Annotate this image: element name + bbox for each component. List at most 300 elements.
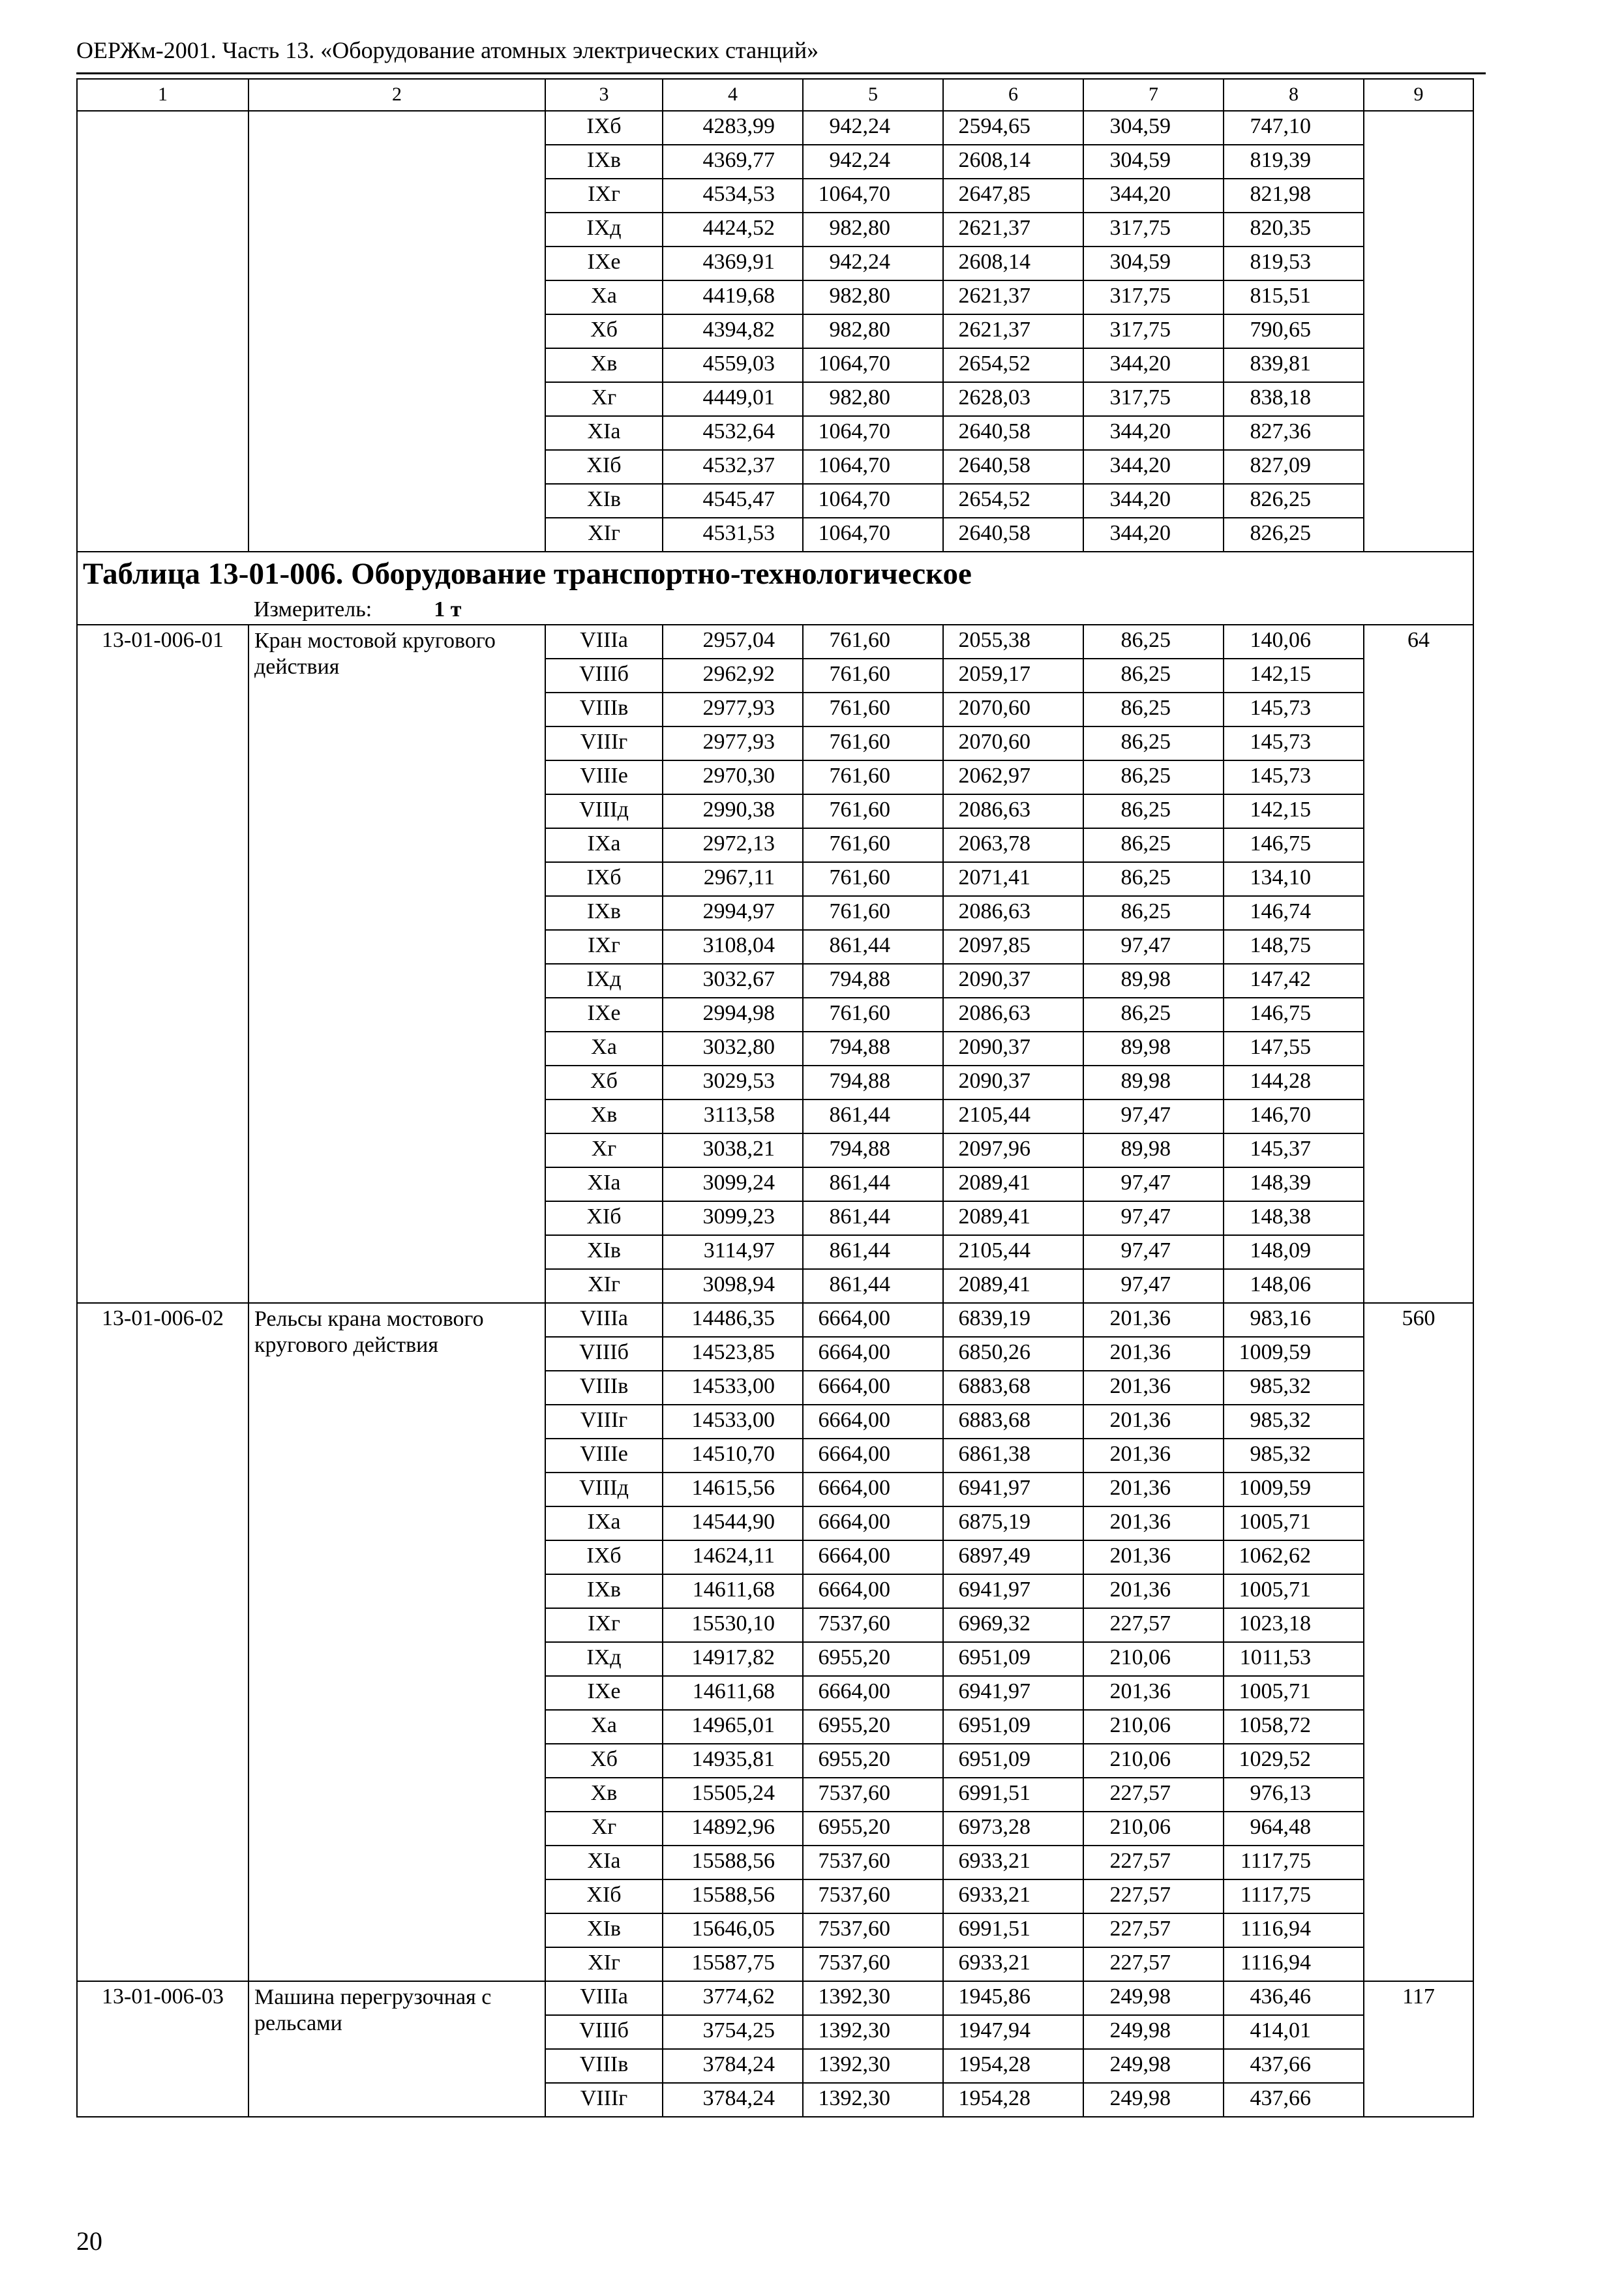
zone-cell: Xв <box>545 1778 663 1812</box>
running-header: ОЕРЖм-2001. Часть 13. «Оборудование атомных электрических станций» <box>76 37 819 63</box>
total-cost-cell: 15587,75 <box>663 1947 803 1981</box>
item-code: 13-01-006-01 <box>77 625 248 1303</box>
zone-cell: VIIIг <box>545 2083 663 2117</box>
machine-cost-cell: 2055,38 <box>943 625 1083 659</box>
labor-cost-cell: 6664,00 <box>803 1405 943 1439</box>
operator-pay-cell: 201,36 <box>1083 1676 1224 1710</box>
operator-pay-cell: 249,98 <box>1083 2049 1224 2083</box>
labor-cost-cell: 761,60 <box>803 625 943 659</box>
total-cost-cell: 14615,56 <box>663 1473 803 1506</box>
operator-pay-cell: 89,98 <box>1083 1032 1224 1066</box>
operator-pay-cell: 97,47 <box>1083 1235 1224 1269</box>
materials-cost-cell: 148,38 <box>1224 1201 1364 1235</box>
table-row <box>77 1303 1473 1337</box>
total-cost-cell: 3114,97 <box>663 1235 803 1269</box>
operator-pay-cell: 201,36 <box>1083 1337 1224 1371</box>
machine-cost-cell: 6933,21 <box>943 1846 1083 1879</box>
materials-cost-cell: 964,48 <box>1224 1812 1364 1846</box>
labor-cost-cell: 761,60 <box>803 862 943 896</box>
labor-cost-cell: 7537,60 <box>803 1913 943 1947</box>
item-mass: 560 <box>1364 1303 1473 1981</box>
materials-cost-cell: 147,42 <box>1224 964 1364 998</box>
total-cost-cell: 2994,98 <box>663 998 803 1032</box>
materials-cost-cell: 1116,94 <box>1224 1947 1364 1981</box>
labor-cost-cell: 761,60 <box>803 998 943 1032</box>
labor-cost-cell: 6955,20 <box>803 1812 943 1846</box>
total-cost-cell: 3784,24 <box>663 2049 803 2083</box>
operator-pay-cell: 89,98 <box>1083 1066 1224 1100</box>
labor-cost-cell: 861,44 <box>803 1167 943 1201</box>
zone-cell: Xб <box>545 314 663 348</box>
machine-cost-cell: 2089,41 <box>943 1269 1083 1303</box>
labor-cost-cell: 794,88 <box>803 1133 943 1167</box>
operator-pay-cell: 249,98 <box>1083 2015 1224 2049</box>
zone-cell: Xв <box>545 348 663 382</box>
zone-cell: VIIIг <box>545 726 663 760</box>
zone-cell: IXб <box>545 111 663 145</box>
total-cost-cell: 14533,00 <box>663 1405 803 1439</box>
total-cost-cell: 15505,24 <box>663 1778 803 1812</box>
operator-pay-cell: 86,25 <box>1083 625 1224 659</box>
labor-cost-cell: 861,44 <box>803 930 943 964</box>
labor-cost-cell: 761,60 <box>803 896 943 930</box>
zone-cell: IXе <box>545 998 663 1032</box>
total-cost-cell: 4419,68 <box>663 280 803 314</box>
machine-cost-cell: 2070,60 <box>943 726 1083 760</box>
machine-cost-cell: 6933,21 <box>943 1879 1083 1913</box>
materials-cost-cell: 437,66 <box>1224 2049 1364 2083</box>
column-number-cell: 6 <box>943 79 1083 111</box>
operator-pay-cell: 89,98 <box>1083 964 1224 998</box>
materials-cost-cell: 1009,59 <box>1224 1337 1364 1371</box>
operator-pay-cell: 201,36 <box>1083 1303 1224 1337</box>
materials-cost-cell: 826,25 <box>1224 518 1364 552</box>
page-number: 20 <box>76 2226 102 2256</box>
total-cost-cell: 2967,11 <box>663 862 803 896</box>
labor-cost-cell: 794,88 <box>803 964 943 998</box>
operator-pay-cell: 304,59 <box>1083 145 1224 179</box>
operator-pay-cell: 317,75 <box>1083 382 1224 416</box>
zone-cell: Xб <box>545 1744 663 1778</box>
labor-cost-cell: 1392,30 <box>803 2015 943 2049</box>
item-mass: 117 <box>1364 1981 1473 2117</box>
zone-cell: Xа <box>545 1710 663 1744</box>
machine-cost-cell: 2640,58 <box>943 416 1083 450</box>
operator-pay-cell: 227,57 <box>1083 1778 1224 1812</box>
machine-cost-cell: 2089,41 <box>943 1167 1083 1201</box>
total-cost-cell: 3038,21 <box>663 1133 803 1167</box>
labor-cost-cell: 6955,20 <box>803 1744 943 1778</box>
materials-cost-cell: 827,09 <box>1224 450 1364 484</box>
zone-cell: IXе <box>545 247 663 280</box>
machine-cost-cell: 6991,51 <box>943 1913 1083 1947</box>
total-cost-cell: 2972,13 <box>663 828 803 862</box>
materials-cost-cell: 147,55 <box>1224 1032 1364 1066</box>
operator-pay-cell: 89,98 <box>1083 1133 1224 1167</box>
materials-cost-cell: 983,16 <box>1224 1303 1364 1337</box>
mass-cell <box>1364 111 1473 552</box>
zone-cell: XIа <box>545 1167 663 1201</box>
materials-cost-cell: 1009,59 <box>1224 1473 1364 1506</box>
operator-pay-cell: 317,75 <box>1083 314 1224 348</box>
total-cost-cell: 3098,94 <box>663 1269 803 1303</box>
machine-cost-cell: 6839,19 <box>943 1303 1083 1337</box>
operator-pay-cell: 344,20 <box>1083 416 1224 450</box>
zone-cell: XIв <box>545 1913 663 1947</box>
machine-cost-cell: 6875,19 <box>943 1506 1083 1540</box>
materials-cost-cell: 839,81 <box>1224 348 1364 382</box>
machine-cost-cell: 2621,37 <box>943 213 1083 247</box>
operator-pay-cell: 210,06 <box>1083 1710 1224 1744</box>
materials-cost-cell: 146,70 <box>1224 1100 1364 1133</box>
materials-cost-cell: 142,15 <box>1224 794 1364 828</box>
table-row <box>77 1981 1473 2015</box>
materials-cost-cell: 826,25 <box>1224 484 1364 518</box>
machine-cost-cell: 2647,85 <box>943 179 1083 213</box>
zone-cell: Xв <box>545 1100 663 1133</box>
total-cost-cell: 14510,70 <box>663 1439 803 1473</box>
operator-pay-cell: 86,25 <box>1083 794 1224 828</box>
machine-cost-cell: 2071,41 <box>943 862 1083 896</box>
labor-cost-cell: 1064,70 <box>803 179 943 213</box>
zone-cell: IXв <box>545 145 663 179</box>
machine-cost-cell: 6941,97 <box>943 1574 1083 1608</box>
materials-cost-cell: 140,06 <box>1224 625 1364 659</box>
machine-cost-cell: 2063,78 <box>943 828 1083 862</box>
table-body <box>77 79 1473 2117</box>
materials-cost-cell: 1023,18 <box>1224 1608 1364 1642</box>
labor-cost-cell: 6955,20 <box>803 1642 943 1676</box>
zone-cell: Xг <box>545 1133 663 1167</box>
machine-cost-cell: 2628,03 <box>943 382 1083 416</box>
materials-cost-cell: 436,46 <box>1224 1981 1364 2015</box>
labor-cost-cell: 7537,60 <box>803 1778 943 1812</box>
zone-cell: VIIIд <box>545 794 663 828</box>
materials-cost-cell: 985,32 <box>1224 1405 1364 1439</box>
materials-cost-cell: 790,65 <box>1224 314 1364 348</box>
materials-cost-cell: 827,36 <box>1224 416 1364 450</box>
materials-cost-cell: 1005,71 <box>1224 1574 1364 1608</box>
machine-cost-cell: 6973,28 <box>943 1812 1083 1846</box>
operator-pay-cell: 344,20 <box>1083 484 1224 518</box>
column-number-cell: 4 <box>663 79 803 111</box>
zone-cell: IXд <box>545 964 663 998</box>
materials-cost-cell: 148,06 <box>1224 1269 1364 1303</box>
operator-pay-cell: 201,36 <box>1083 1405 1224 1439</box>
labor-cost-cell: 761,60 <box>803 693 943 726</box>
labor-cost-cell: 7537,60 <box>803 1947 943 1981</box>
labor-cost-cell: 6664,00 <box>803 1473 943 1506</box>
machine-cost-cell: 6883,68 <box>943 1371 1083 1405</box>
materials-cost-cell: 145,37 <box>1224 1133 1364 1167</box>
operator-pay-cell: 86,25 <box>1083 998 1224 1032</box>
labor-cost-cell: 1392,30 <box>803 2049 943 2083</box>
zone-cell: XIв <box>545 1235 663 1269</box>
operator-pay-cell: 227,57 <box>1083 1846 1224 1879</box>
total-cost-cell: 2994,97 <box>663 896 803 930</box>
labor-cost-cell: 982,80 <box>803 314 943 348</box>
labor-cost-cell: 794,88 <box>803 1066 943 1100</box>
zone-cell: VIIIв <box>545 693 663 726</box>
machine-cost-cell: 2654,52 <box>943 484 1083 518</box>
labor-cost-cell: 6664,00 <box>803 1506 943 1540</box>
labor-cost-cell: 942,24 <box>803 247 943 280</box>
machine-cost-cell: 6850,26 <box>943 1337 1083 1371</box>
operator-pay-cell: 201,36 <box>1083 1473 1224 1506</box>
machine-cost-cell: 1954,28 <box>943 2083 1083 2117</box>
materials-cost-cell: 821,98 <box>1224 179 1364 213</box>
materials-cost-cell: 146,74 <box>1224 896 1364 930</box>
labor-cost-cell: 861,44 <box>803 1235 943 1269</box>
labor-cost-cell: 6664,00 <box>803 1303 943 1337</box>
machine-cost-cell: 6933,21 <box>943 1947 1083 1981</box>
operator-pay-cell: 227,57 <box>1083 1879 1224 1913</box>
materials-cost-cell: 985,32 <box>1224 1439 1364 1473</box>
column-number-cell: 1 <box>77 79 248 111</box>
materials-cost-cell: 1005,71 <box>1224 1676 1364 1710</box>
machine-cost-cell: 2640,58 <box>943 518 1083 552</box>
labor-cost-cell: 761,60 <box>803 760 943 794</box>
operator-pay-cell: 201,36 <box>1083 1371 1224 1405</box>
materials-cost-cell: 148,75 <box>1224 930 1364 964</box>
machine-cost-cell: 6951,09 <box>943 1744 1083 1778</box>
labor-cost-cell: 6664,00 <box>803 1540 943 1574</box>
materials-cost-cell: 145,73 <box>1224 693 1364 726</box>
materials-cost-cell: 820,35 <box>1224 213 1364 247</box>
zone-cell: IXг <box>545 179 663 213</box>
zone-cell: Xа <box>545 280 663 314</box>
operator-pay-cell: 201,36 <box>1083 1540 1224 1574</box>
machine-cost-cell: 2640,58 <box>943 450 1083 484</box>
materials-cost-cell: 1029,52 <box>1224 1744 1364 1778</box>
total-cost-cell: 4545,47 <box>663 484 803 518</box>
total-cost-cell: 14917,82 <box>663 1642 803 1676</box>
labor-cost-cell: 861,44 <box>803 1269 943 1303</box>
materials-cost-cell: 148,39 <box>1224 1167 1364 1201</box>
operator-pay-cell: 86,25 <box>1083 760 1224 794</box>
machine-cost-cell: 1947,94 <box>943 2015 1083 2049</box>
zone-cell: IXг <box>545 930 663 964</box>
machine-cost-cell: 1945,86 <box>943 1981 1083 2015</box>
operator-pay-cell: 227,57 <box>1083 1947 1224 1981</box>
total-cost-cell: 4424,52 <box>663 213 803 247</box>
operator-pay-cell: 86,25 <box>1083 828 1224 862</box>
labor-cost-cell: 6664,00 <box>803 1337 943 1371</box>
operator-pay-cell: 97,47 <box>1083 1167 1224 1201</box>
zone-cell: IXб <box>545 862 663 896</box>
total-cost-cell: 3029,53 <box>663 1066 803 1100</box>
zone-cell: VIIIб <box>545 2015 663 2049</box>
total-cost-cell: 4394,82 <box>663 314 803 348</box>
labor-cost-cell: 1064,70 <box>803 348 943 382</box>
zone-cell: VIIIб <box>545 659 663 693</box>
column-number-cell: 5 <box>803 79 943 111</box>
operator-pay-cell: 210,06 <box>1083 1812 1224 1846</box>
header-rule <box>76 72 1486 74</box>
machine-cost-cell: 2086,63 <box>943 896 1083 930</box>
materials-cost-cell: 145,73 <box>1224 726 1364 760</box>
materials-cost-cell: 146,75 <box>1224 998 1364 1032</box>
labor-cost-cell: 761,60 <box>803 828 943 862</box>
materials-cost-cell: 976,13 <box>1224 1778 1364 1812</box>
machine-cost-cell: 2090,37 <box>943 964 1083 998</box>
total-cost-cell: 14544,90 <box>663 1506 803 1540</box>
item-name: Машина перегрузочная с рельсами <box>248 1981 545 2117</box>
machine-cost-cell: 6941,97 <box>943 1676 1083 1710</box>
machine-cost-cell: 2062,97 <box>943 760 1083 794</box>
total-cost-cell: 2990,38 <box>663 794 803 828</box>
labor-cost-cell: 1064,70 <box>803 484 943 518</box>
total-cost-cell: 15588,56 <box>663 1846 803 1879</box>
total-cost-cell: 15646,05 <box>663 1913 803 1947</box>
labor-cost-cell: 6664,00 <box>803 1439 943 1473</box>
zone-cell: VIIIг <box>545 1405 663 1439</box>
materials-cost-cell: 819,53 <box>1224 247 1364 280</box>
total-cost-cell: 2977,93 <box>663 693 803 726</box>
zone-cell: VIIIб <box>545 1337 663 1371</box>
total-cost-cell: 2962,92 <box>663 659 803 693</box>
total-cost-cell: 15530,10 <box>663 1608 803 1642</box>
column-number-cell: 7 <box>1083 79 1224 111</box>
table-row <box>77 625 1473 659</box>
total-cost-cell: 3754,25 <box>663 2015 803 2049</box>
operator-pay-cell: 249,98 <box>1083 2083 1224 2117</box>
operator-pay-cell: 210,06 <box>1083 1642 1224 1676</box>
zone-cell: IXв <box>545 896 663 930</box>
total-cost-cell: 4531,53 <box>663 518 803 552</box>
operator-pay-cell: 344,20 <box>1083 518 1224 552</box>
item-code: 13-01-006-03 <box>77 1981 248 2117</box>
table-title: Таблица 13-01-006. Оборудование транспортно-технологическое <box>77 552 1473 595</box>
total-cost-cell: 4532,37 <box>663 450 803 484</box>
column-number-cell: 8 <box>1224 79 1364 111</box>
name-cell <box>248 111 545 552</box>
zone-cell: IXа <box>545 1506 663 1540</box>
total-cost-cell: 4369,77 <box>663 145 803 179</box>
labor-cost-cell: 982,80 <box>803 213 943 247</box>
zone-cell: XIг <box>545 1269 663 1303</box>
total-cost-cell: 4283,99 <box>663 111 803 145</box>
machine-cost-cell: 1954,28 <box>943 2049 1083 2083</box>
total-cost-cell: 14523,85 <box>663 1337 803 1371</box>
total-cost-cell: 3099,23 <box>663 1201 803 1235</box>
column-number-cell: 9 <box>1364 79 1473 111</box>
machine-cost-cell: 6969,32 <box>943 1608 1083 1642</box>
total-cost-cell: 14624,11 <box>663 1540 803 1574</box>
machine-cost-cell: 2089,41 <box>943 1201 1083 1235</box>
materials-cost-cell: 145,73 <box>1224 760 1364 794</box>
operator-pay-cell: 86,25 <box>1083 659 1224 693</box>
zone-cell: VIIIв <box>545 2049 663 2083</box>
labor-cost-cell: 761,60 <box>803 726 943 760</box>
zone-cell: IXв <box>545 1574 663 1608</box>
zone-cell: IXе <box>545 1676 663 1710</box>
machine-cost-cell: 2097,85 <box>943 930 1083 964</box>
operator-pay-cell: 97,47 <box>1083 1269 1224 1303</box>
zone-cell: VIIIе <box>545 760 663 794</box>
item-name: Рельсы крана мостового кругового действия <box>248 1303 545 1981</box>
meter-row <box>77 595 1473 625</box>
materials-cost-cell: 1058,72 <box>1224 1710 1364 1744</box>
machine-cost-cell: 6883,68 <box>943 1405 1083 1439</box>
materials-cost-cell: 1062,62 <box>1224 1540 1364 1574</box>
machine-cost-cell: 6941,97 <box>943 1473 1083 1506</box>
machine-cost-cell: 6861,38 <box>943 1439 1083 1473</box>
operator-pay-cell: 97,47 <box>1083 930 1224 964</box>
labor-cost-cell: 6664,00 <box>803 1371 943 1405</box>
meter-cell <box>248 595 1473 625</box>
machine-cost-cell: 2086,63 <box>943 998 1083 1032</box>
machine-cost-cell: 2608,14 <box>943 145 1083 179</box>
labor-cost-cell: 761,60 <box>803 794 943 828</box>
machine-cost-cell: 2654,52 <box>943 348 1083 382</box>
operator-pay-cell: 201,36 <box>1083 1574 1224 1608</box>
zone-cell: IXд <box>545 1642 663 1676</box>
zone-cell: IXа <box>545 828 663 862</box>
zone-cell: XIб <box>545 1201 663 1235</box>
total-cost-cell: 14935,81 <box>663 1744 803 1778</box>
labor-cost-cell: 7537,60 <box>803 1608 943 1642</box>
zone-cell: IXб <box>545 1540 663 1574</box>
total-cost-cell: 4532,64 <box>663 416 803 450</box>
labor-cost-cell: 761,60 <box>803 659 943 693</box>
zone-cell: Xа <box>545 1032 663 1066</box>
operator-pay-cell: 201,36 <box>1083 1506 1224 1540</box>
total-cost-cell: 2977,93 <box>663 726 803 760</box>
operator-pay-cell: 86,25 <box>1083 693 1224 726</box>
operator-pay-cell: 344,20 <box>1083 450 1224 484</box>
operator-pay-cell: 210,06 <box>1083 1744 1224 1778</box>
meter-label: Измеритель: <box>254 597 372 621</box>
machine-cost-cell: 6897,49 <box>943 1540 1083 1574</box>
zone-cell: VIIIд <box>545 1473 663 1506</box>
operator-pay-cell: 344,20 <box>1083 348 1224 382</box>
materials-cost-cell: 134,10 <box>1224 862 1364 896</box>
labor-cost-cell: 982,80 <box>803 382 943 416</box>
labor-cost-cell: 942,24 <box>803 145 943 179</box>
materials-cost-cell: 1116,94 <box>1224 1913 1364 1947</box>
zone-cell: VIIIа <box>545 1981 663 2015</box>
machine-cost-cell: 2621,37 <box>943 280 1083 314</box>
operator-pay-cell: 86,25 <box>1083 726 1224 760</box>
labor-cost-cell: 1064,70 <box>803 416 943 450</box>
materials-cost-cell: 1117,75 <box>1224 1846 1364 1879</box>
labor-cost-cell: 7537,60 <box>803 1879 943 1913</box>
zone-cell: XIа <box>545 416 663 450</box>
total-cost-cell: 4449,01 <box>663 382 803 416</box>
zone-cell: XIб <box>545 450 663 484</box>
materials-cost-cell: 142,15 <box>1224 659 1364 693</box>
labor-cost-cell: 1064,70 <box>803 450 943 484</box>
table-title-row <box>77 552 1473 595</box>
operator-pay-cell: 317,75 <box>1083 280 1224 314</box>
materials-cost-cell: 146,75 <box>1224 828 1364 862</box>
total-cost-cell: 14611,68 <box>663 1574 803 1608</box>
total-cost-cell: 14892,96 <box>663 1812 803 1846</box>
zone-cell: VIIIв <box>545 1371 663 1405</box>
zone-cell: VIIIе <box>545 1439 663 1473</box>
total-cost-cell: 14611,68 <box>663 1676 803 1710</box>
labor-cost-cell: 6664,00 <box>803 1574 943 1608</box>
labor-cost-cell: 794,88 <box>803 1032 943 1066</box>
labor-cost-cell: 942,24 <box>803 111 943 145</box>
zone-cell: XIг <box>545 1947 663 1981</box>
meter-value: 1 т <box>434 597 462 621</box>
labor-cost-cell: 1392,30 <box>803 1981 943 2015</box>
labor-cost-cell: 982,80 <box>803 280 943 314</box>
materials-cost-cell: 1011,53 <box>1224 1642 1364 1676</box>
materials-cost-cell: 819,39 <box>1224 145 1364 179</box>
